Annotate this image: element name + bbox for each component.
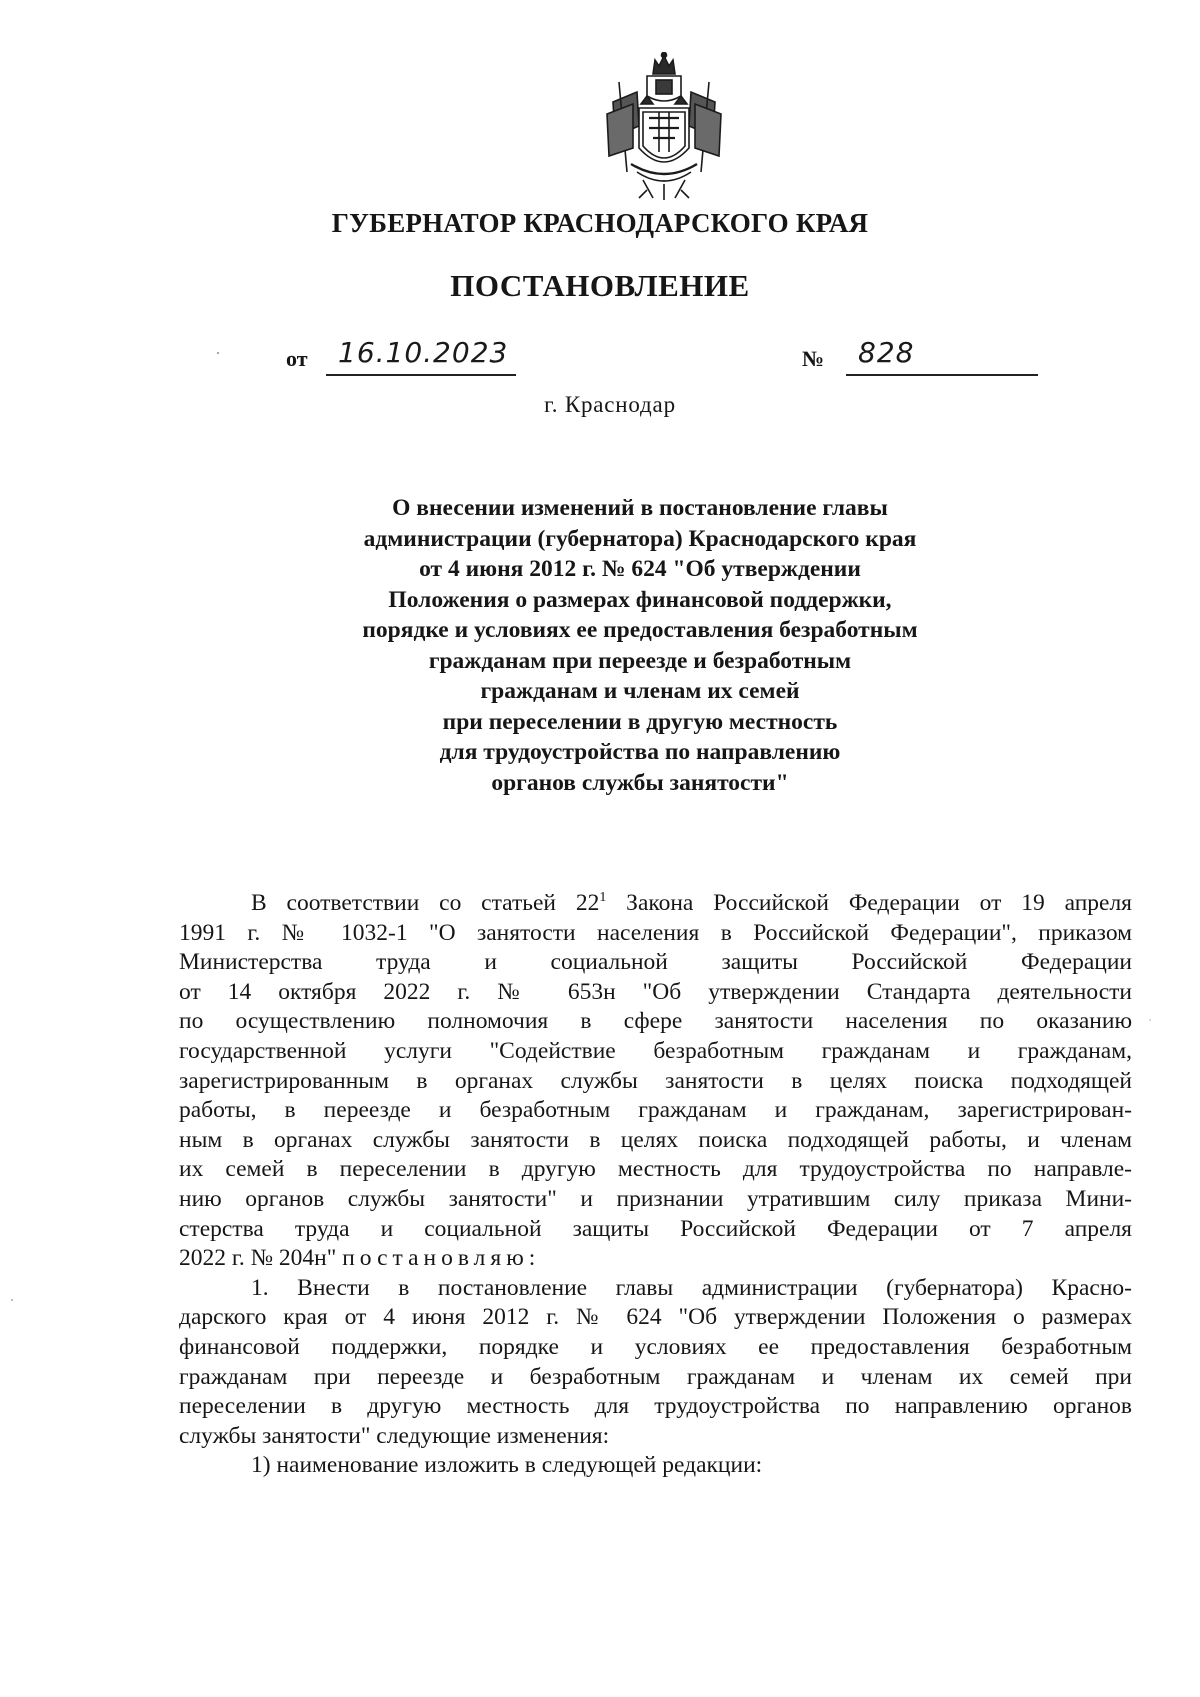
body-line: их семей в переселении в другую местность для трудоустройства по направле- [179, 1156, 1132, 1183]
subject-line: порядке и условиях ее предоставления безработным [362, 617, 918, 643]
body-line: по осуществлению полномочия в сфере занятости населения по оказанию [179, 1008, 1132, 1035]
body-line: 1. Внести в постановление главы администрации (губернатора) Красно- [251, 1274, 1132, 1301]
document-type-title: ПОСТАНОВЛЕНИЕ [450, 268, 750, 303]
body-line: дарского края от 4 июня 2012 г. № 624 "Об утверждении Положения о размерах [179, 1304, 1132, 1331]
body-line: Министерства труда и социальной защиты Российской Федерации [179, 949, 1132, 976]
subitem-1-paragraph [179, 1451, 1132, 1481]
body-line: работы, в переезде и безработным гражданам и гражданам, зарегистрирован- [179, 1097, 1132, 1124]
body-line: финансовой поддержки, порядке и условиях ее предоставления безработным [179, 1333, 1132, 1360]
document-subject [290, 493, 990, 798]
subject-line: администрации (губернатора) Краснодарского края [363, 525, 917, 552]
date-prefix: от [286, 346, 308, 371]
body-line: от 14 октября 2022 г. № 653н "Об утверждении Стандарта деятельности [179, 978, 1132, 1005]
item-1-paragraph [179, 1274, 1132, 1452]
subject-line: О внесении изменений в постановление главы [392, 495, 888, 521]
body-text: 2022 г. № 204н" [179, 1245, 343, 1272]
subject-line: при переселении в другую местность [442, 708, 838, 735]
body-line: службы занятости" следующие изменения: [179, 1422, 610, 1449]
issuing-authority: ГУБЕРНАТОР КРАСНОДАРСКОГО КРАЯ [331, 208, 869, 238]
body-text: В соответствии со статьей 22 [251, 890, 600, 916]
body-line: стерства труда и социальной защиты Российской Федерации от 7 апреля [179, 1215, 1132, 1242]
superscript: 1 [599, 890, 607, 905]
body-line: ным в органах службы занятости в целях поиска подходящей работы, и членам [179, 1126, 1132, 1153]
city-line: г. Краснодар [544, 392, 676, 417]
subject-line: Положения о размерах финансовой поддержки, [388, 586, 892, 613]
body-line: зарегистрированным в органах службы занятости в целях поиска подходящей [179, 1067, 1132, 1094]
number-field-group [802, 336, 1042, 384]
number-prefix: № [802, 346, 825, 371]
subject-line: органов службы занятости" [491, 769, 789, 796]
handwritten-number: 828 [858, 336, 915, 369]
resolving-word: постановляю: [342, 1245, 541, 1272]
body-line: переселении в другую местность для трудоустройства по направлению органов [179, 1393, 1132, 1420]
body-line [179, 1244, 1132, 1274]
handwritten-date: 16.10.2023 [338, 336, 509, 369]
preamble-paragraph [179, 889, 1132, 1274]
body-line [179, 889, 1132, 919]
body-line: 1) наименование изложить в следующей редакции: [251, 1452, 763, 1479]
body-line: гражданам при переезде и безработным гражданам и членам их семей при [179, 1363, 1132, 1390]
subject-line: для трудоустройства по направлению [439, 739, 841, 765]
date-underline [326, 336, 516, 376]
document-body [179, 889, 1132, 1481]
coat-of-arms-icon [603, 52, 725, 202]
subject-line: гражданам и членам их семей [480, 678, 800, 704]
body-line: 1991 г. № 1032-1 "О занятости населения в Российской Федерации", приказом [179, 919, 1132, 946]
subject-line: от 4 июня 2012 г. № 624 "Об утверждении [419, 556, 861, 582]
body-line: нию органов службы занятости" и признании утратившим силу приказа Мини- [179, 1185, 1132, 1212]
body-text: Закона Российской Федерации от 19 апреля [606, 890, 1132, 916]
number-underline [846, 336, 1038, 376]
subject-line: гражданам при переезде и безработным [428, 647, 852, 674]
date-field-group [286, 336, 526, 384]
body-line: государственной услуги "Содействие безработным гражданам и гражданам, [179, 1037, 1132, 1064]
